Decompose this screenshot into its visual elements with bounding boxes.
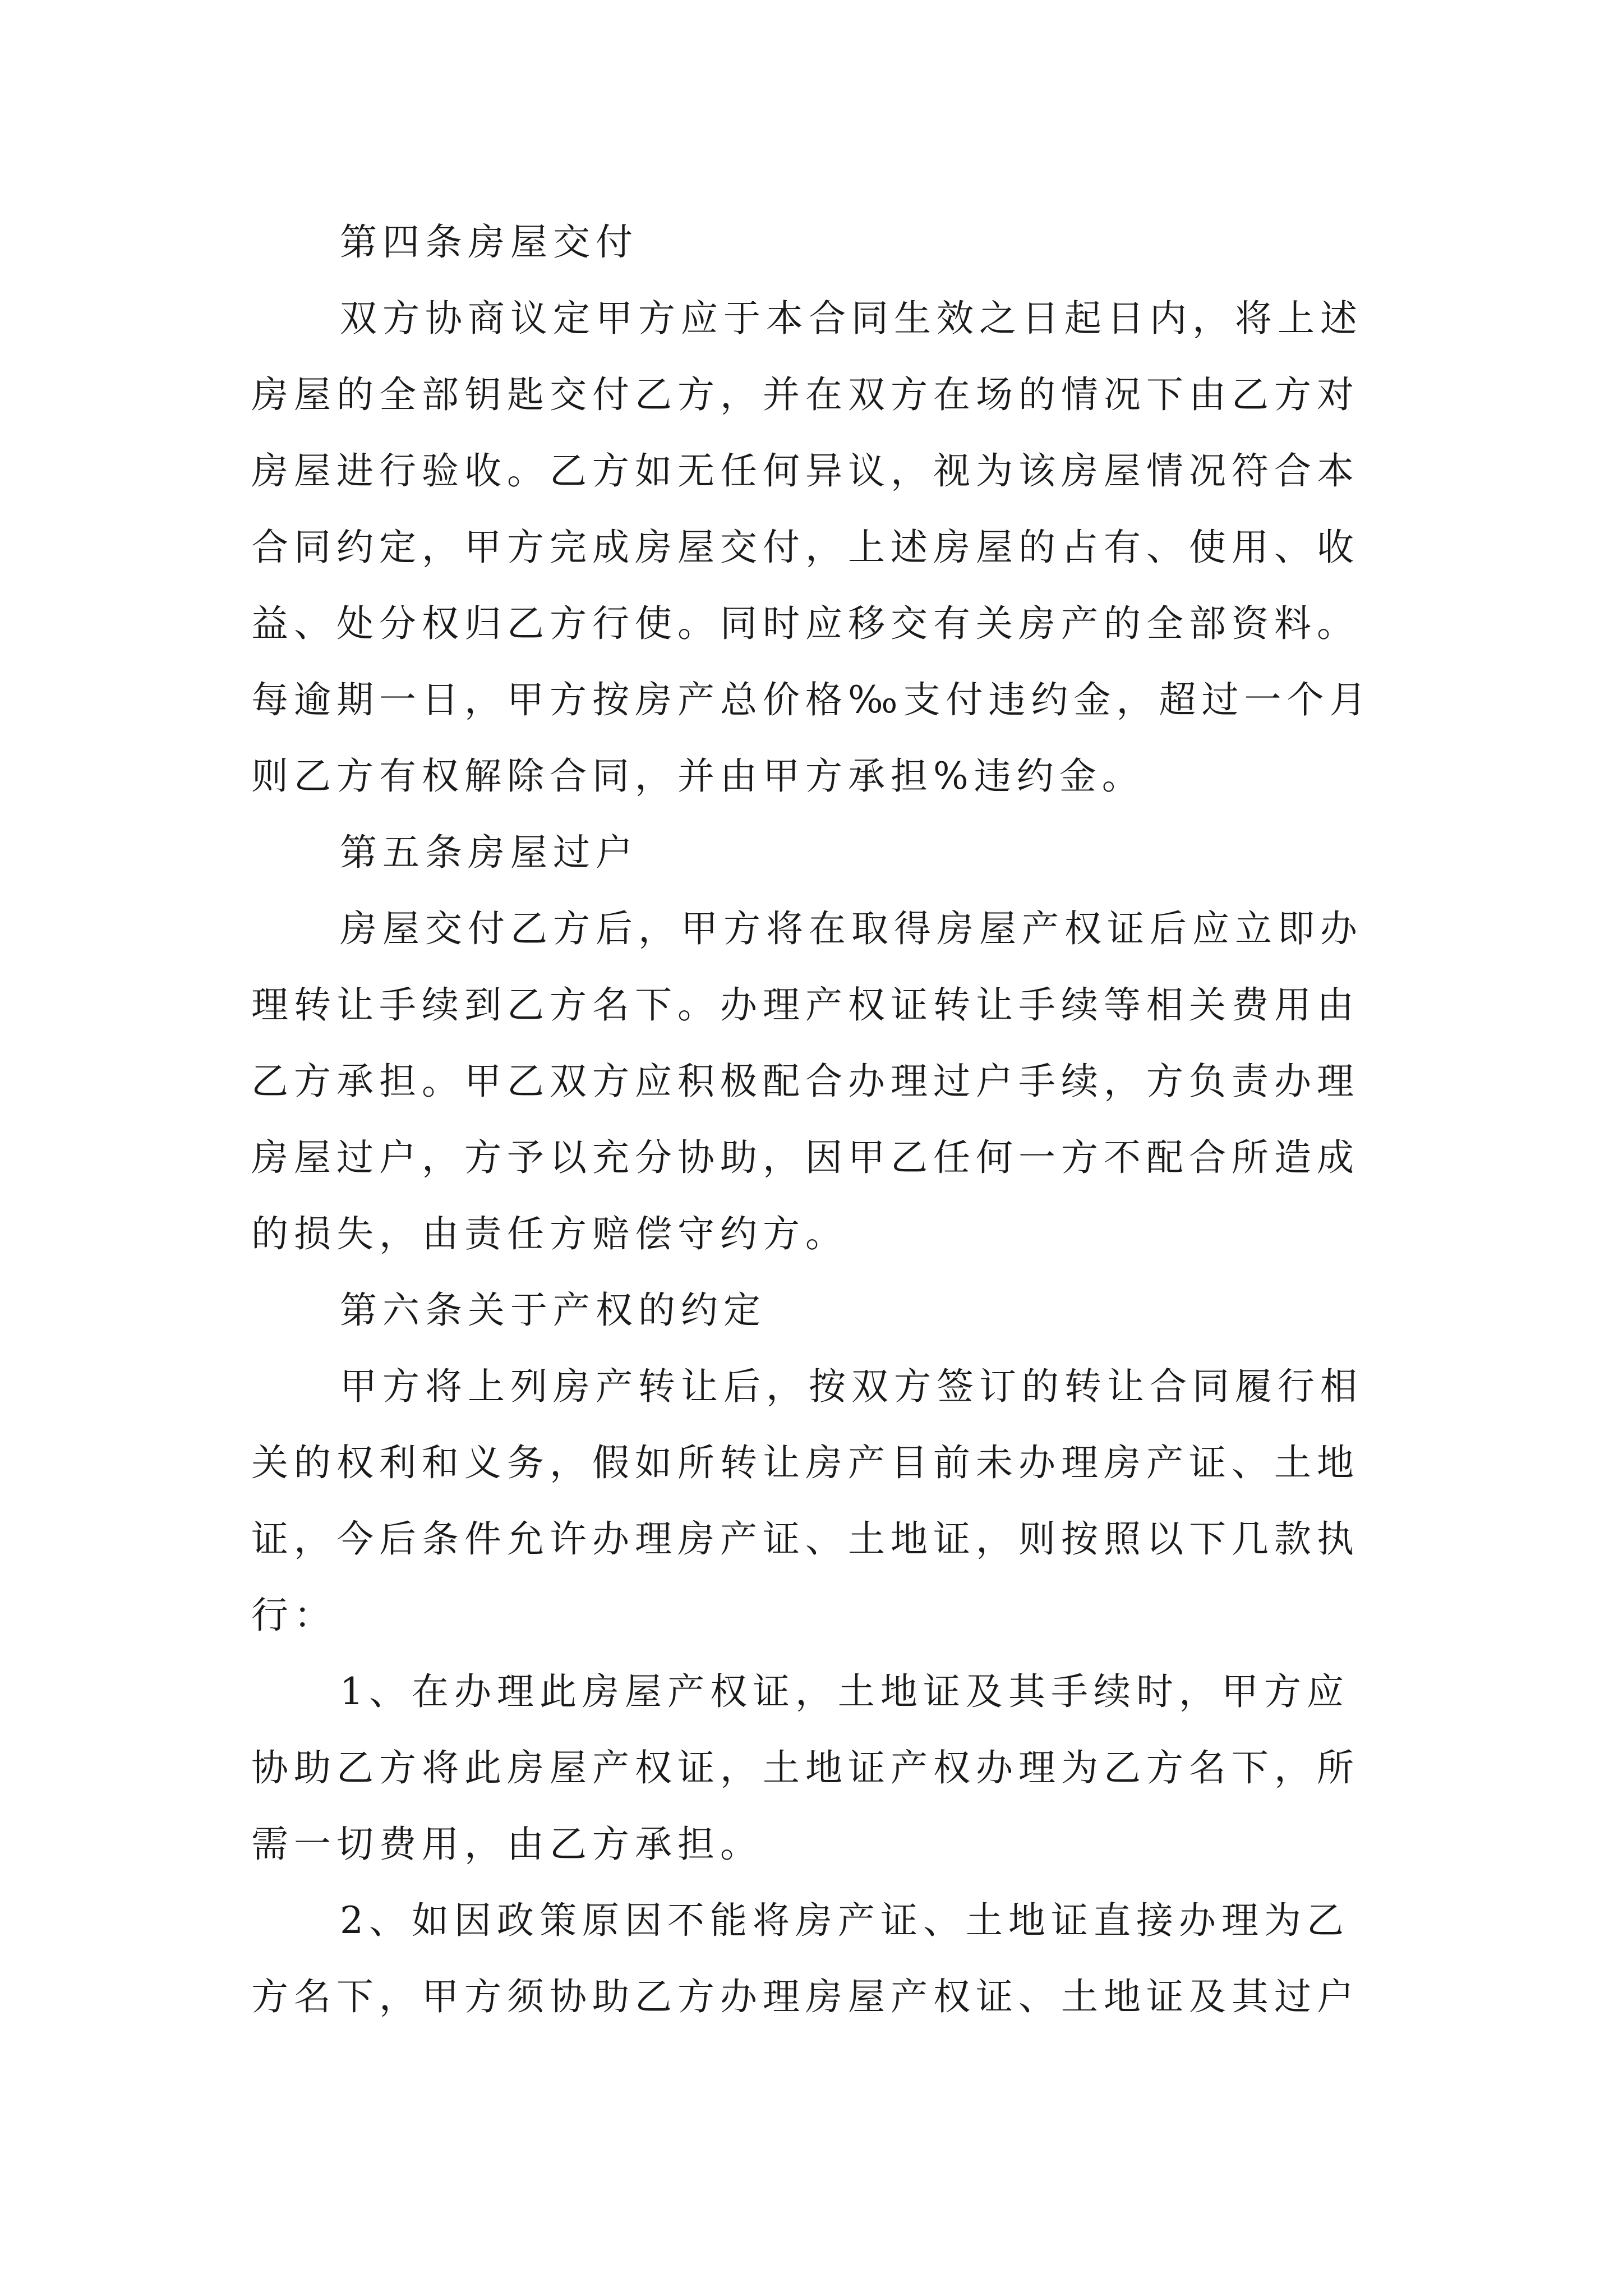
paragraph-line: 乙方承担。甲乙双方应积极配合办理过户手续，方负责办理 bbox=[251, 1060, 1359, 1103]
article-6-heading: 第六条关于产权的约定 bbox=[340, 1289, 766, 1332]
paragraph-line: 则乙方有权解除合同，并由甲方承担%违约金。 bbox=[251, 754, 1145, 798]
paragraph-line: 甲方将上列房产转让后，按双方签订的转让合同履行相 bbox=[340, 1365, 1363, 1408]
paragraph-line: 益、处分权归乙方行使。同时应移交有关房产的全部资料。 bbox=[251, 602, 1359, 645]
paragraph-line: 房屋交付乙方后，甲方将在取得房屋产权证后应立即办 bbox=[340, 907, 1363, 950]
article-5-heading: 第五条房屋过户 bbox=[340, 831, 638, 874]
paragraph-line: 房屋进行验收。乙方如无任何异议，视为该房屋情况符合本 bbox=[251, 449, 1359, 493]
paragraph-line: 合同约定，甲方完成房屋交付，上述房屋的占有、使用、收 bbox=[251, 526, 1359, 569]
paragraph-line: 关的权利和义务，假如所转让房产目前未办理房产证、土地 bbox=[251, 1441, 1359, 1484]
list-item-1-line: 1、在办理此房屋产权证，土地证及其手续时，甲方应 bbox=[340, 1670, 1349, 1713]
paragraph-line: 证，今后条件允许办理房产证、土地证，则按照以下几款执 bbox=[251, 1517, 1359, 1561]
paragraph-line: 理转让手续到乙方名下。办理产权证转让手续等相关费用由 bbox=[251, 983, 1359, 1027]
paragraph-line: 房屋过户，方予以充分协助，因甲乙任何一方不配合所造成 bbox=[251, 1136, 1359, 1179]
article-4-heading: 第四条房屋交付 bbox=[340, 220, 638, 264]
list-item-2-line: 方名下，甲方须协助乙方办理房屋产权证、土地证及其过户 bbox=[251, 1975, 1359, 2018]
paragraph-line: 房屋的全部钥匙交付乙方，并在双方在场的情况下由乙方对 bbox=[251, 373, 1359, 416]
paragraph-line: 的损失，由责任方赔偿守约方。 bbox=[251, 1212, 848, 1255]
paragraph-line: 双方协商议定甲方应于本合同生效之日起日内，将上述 bbox=[340, 297, 1363, 340]
list-item-2-line: 2、如因政策原因不能将房产证、土地证直接办理为乙 bbox=[340, 1899, 1349, 1942]
paragraph-line: 行： bbox=[251, 1594, 336, 1637]
paragraph-line: 每逾期一日，甲方按房产总价格‰支付违约金，超过一个月 bbox=[251, 678, 1372, 721]
list-item-1-line: 协助乙方将此房屋产权证，土地证产权办理为乙方名下，所 bbox=[251, 1746, 1359, 1789]
list-item-1-line: 需一切费用，由乙方承担。 bbox=[251, 1823, 763, 1866]
